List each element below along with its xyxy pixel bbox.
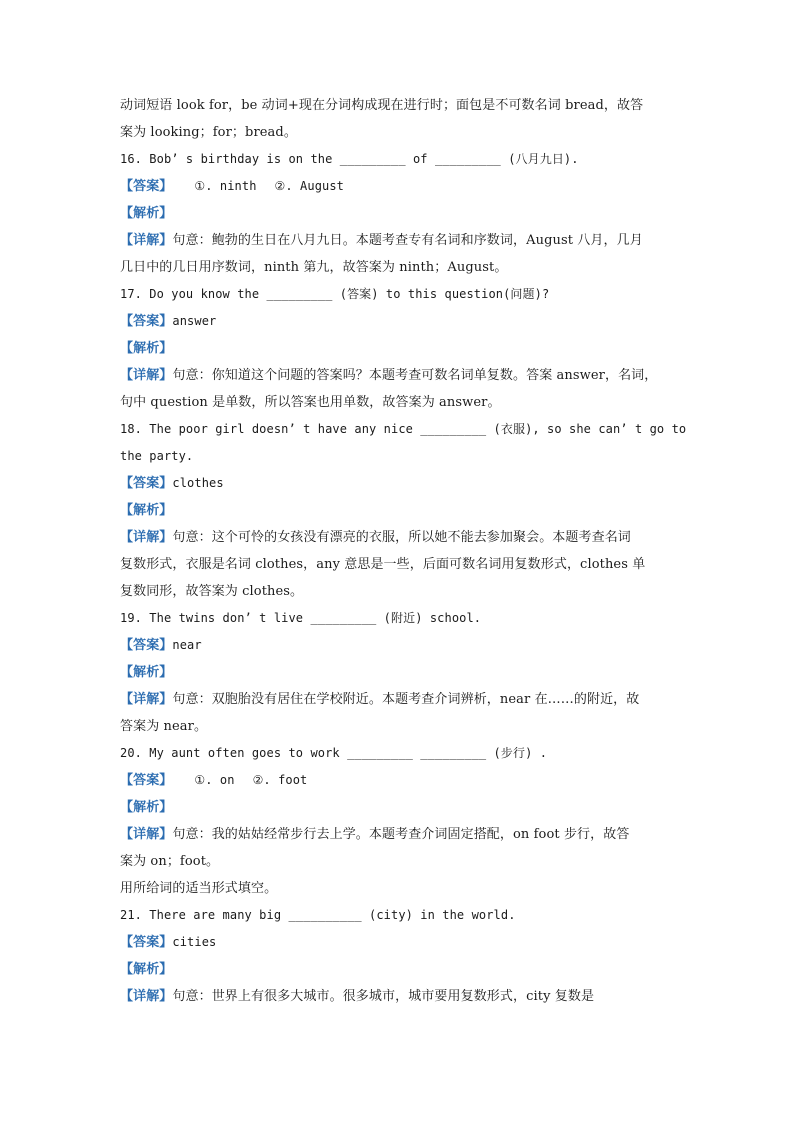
q18-answer: clothes <box>172 476 224 490</box>
prev-explanation-line: 动词短语 look for，be 动词+现在分词构成现在进行时；面包是不可数名词 bread，故答 <box>120 98 644 113</box>
q19-detail-text: 句意：双胞胎没有居住在学校附近。本题考查介词辨析，near 在……的附近，故 <box>172 692 640 707</box>
question-21: 21. There are many big __________ (city) in the world. <box>120 908 516 922</box>
q16-detail-row <box>120 227 680 254</box>
detail-tag: 【详解】 <box>120 692 173 707</box>
analysis-tag: 【解析】 <box>120 206 173 221</box>
q16-detail-text: 句意：鲍勃的生日在八月九日。本题考查专有名词和序数词，August 八月，几月 <box>172 233 643 248</box>
q17-detail-text: 句意：你知道这个问题的答案吗？本题考查可数名词单复数。答案 answer，名词， <box>172 368 658 383</box>
answer-tag: 【答案】 <box>120 314 173 329</box>
q18-detail-line: 复数形式，衣服是名词 clothes，any 意思是一些，后面可数名词用复数形式，clothes 单 <box>120 557 646 572</box>
q20-analysis-row <box>120 794 680 821</box>
document-page <box>120 92 687 1010</box>
q20-detail-text: 句意：我的姑姑经常步行去上学。本题考查介词固定搭配，on foot 步行，故答 <box>172 827 630 842</box>
q21-analysis-row <box>120 956 680 983</box>
question-18-cont: the party. <box>120 449 194 463</box>
detail-tag: 【详解】 <box>120 989 173 1004</box>
q20-detail-row <box>120 821 680 848</box>
question-18: 18. The poor girl doesn’ t have any nice _________ (衣服), so she can’ t go to <box>120 422 687 436</box>
answer-tag: 【答案】 <box>120 179 173 194</box>
q18-detail-text: 句意：这个可怜的女孩没有漂亮的衣服，所以她不能去参加聚会。本题考查名词 <box>172 530 631 545</box>
q19-answer-row <box>120 632 680 659</box>
q21-answer-row <box>120 929 680 956</box>
q16-answer-row <box>120 173 680 200</box>
analysis-tag: 【解析】 <box>120 962 173 977</box>
q21-detail-row <box>120 983 680 1010</box>
q18-detail-row <box>120 524 680 551</box>
detail-tag: 【详解】 <box>120 530 173 545</box>
q21-answer: cities <box>172 935 217 949</box>
analysis-tag: 【解析】 <box>120 800 173 815</box>
q19-analysis-row <box>120 659 680 686</box>
question-16: 16. Bob’ s birthday is on the _________ of _________ (八月九日). <box>120 152 579 166</box>
q16-detail-line: 几日中的几日用序数词，ninth 第九，故答案为 ninth；August。 <box>120 260 508 275</box>
q18-answer-row <box>120 470 680 497</box>
answer-tag: 【答案】 <box>120 935 173 950</box>
q21-detail-text: 句意：世界上有很多大城市。很多城市，城市要用复数形式，city 复数是 <box>172 989 595 1004</box>
q17-detail-line: 句中 question 是单数，所以答案也用单数，故答案为 answer。 <box>120 395 501 410</box>
q20-detail-line: 案为 on；foot。 <box>120 854 220 869</box>
q20-answer-1: ①. on <box>194 773 235 787</box>
detail-tag: 【详解】 <box>120 368 173 383</box>
detail-tag: 【详解】 <box>120 233 173 248</box>
q19-detail-row <box>120 686 680 713</box>
analysis-tag: 【解析】 <box>120 503 173 518</box>
q16-analysis-row <box>120 200 680 227</box>
q20-answer-row <box>120 767 680 794</box>
answer-tag: 【答案】 <box>120 476 173 491</box>
question-17: 17. Do you know the _________ (答案) to this question(问题)? <box>120 287 550 301</box>
q18-analysis-row <box>120 497 680 524</box>
q18-detail-line: 复数同形，故答案为 clothes。 <box>120 584 304 599</box>
q19-answer: near <box>172 638 202 652</box>
q16-answer-2: ②. August <box>274 179 345 193</box>
q19-detail-line: 答案为 near。 <box>120 719 208 734</box>
answer-tag: 【答案】 <box>120 638 173 653</box>
q17-detail-row <box>120 362 680 389</box>
q16-answer-1: ①. ninth <box>194 179 257 193</box>
q17-analysis-row <box>120 335 680 362</box>
q17-answer: answer <box>172 314 217 328</box>
prev-explanation-line: 案为 looking；for；bread。 <box>120 125 297 140</box>
analysis-tag: 【解析】 <box>120 665 173 680</box>
question-19: 19. The twins don’ t live _________ (附近) school. <box>120 611 482 625</box>
question-20: 20. My aunt often goes to work _________ _________ (步行) . <box>120 746 548 760</box>
section-heading: 用所给词的适当形式填空。 <box>120 881 278 896</box>
detail-tag: 【详解】 <box>120 827 173 842</box>
answer-tag: 【答案】 <box>120 773 173 788</box>
q17-answer-row <box>120 308 680 335</box>
analysis-tag: 【解析】 <box>120 341 173 356</box>
q20-answer-2: ②. foot <box>252 773 308 787</box>
